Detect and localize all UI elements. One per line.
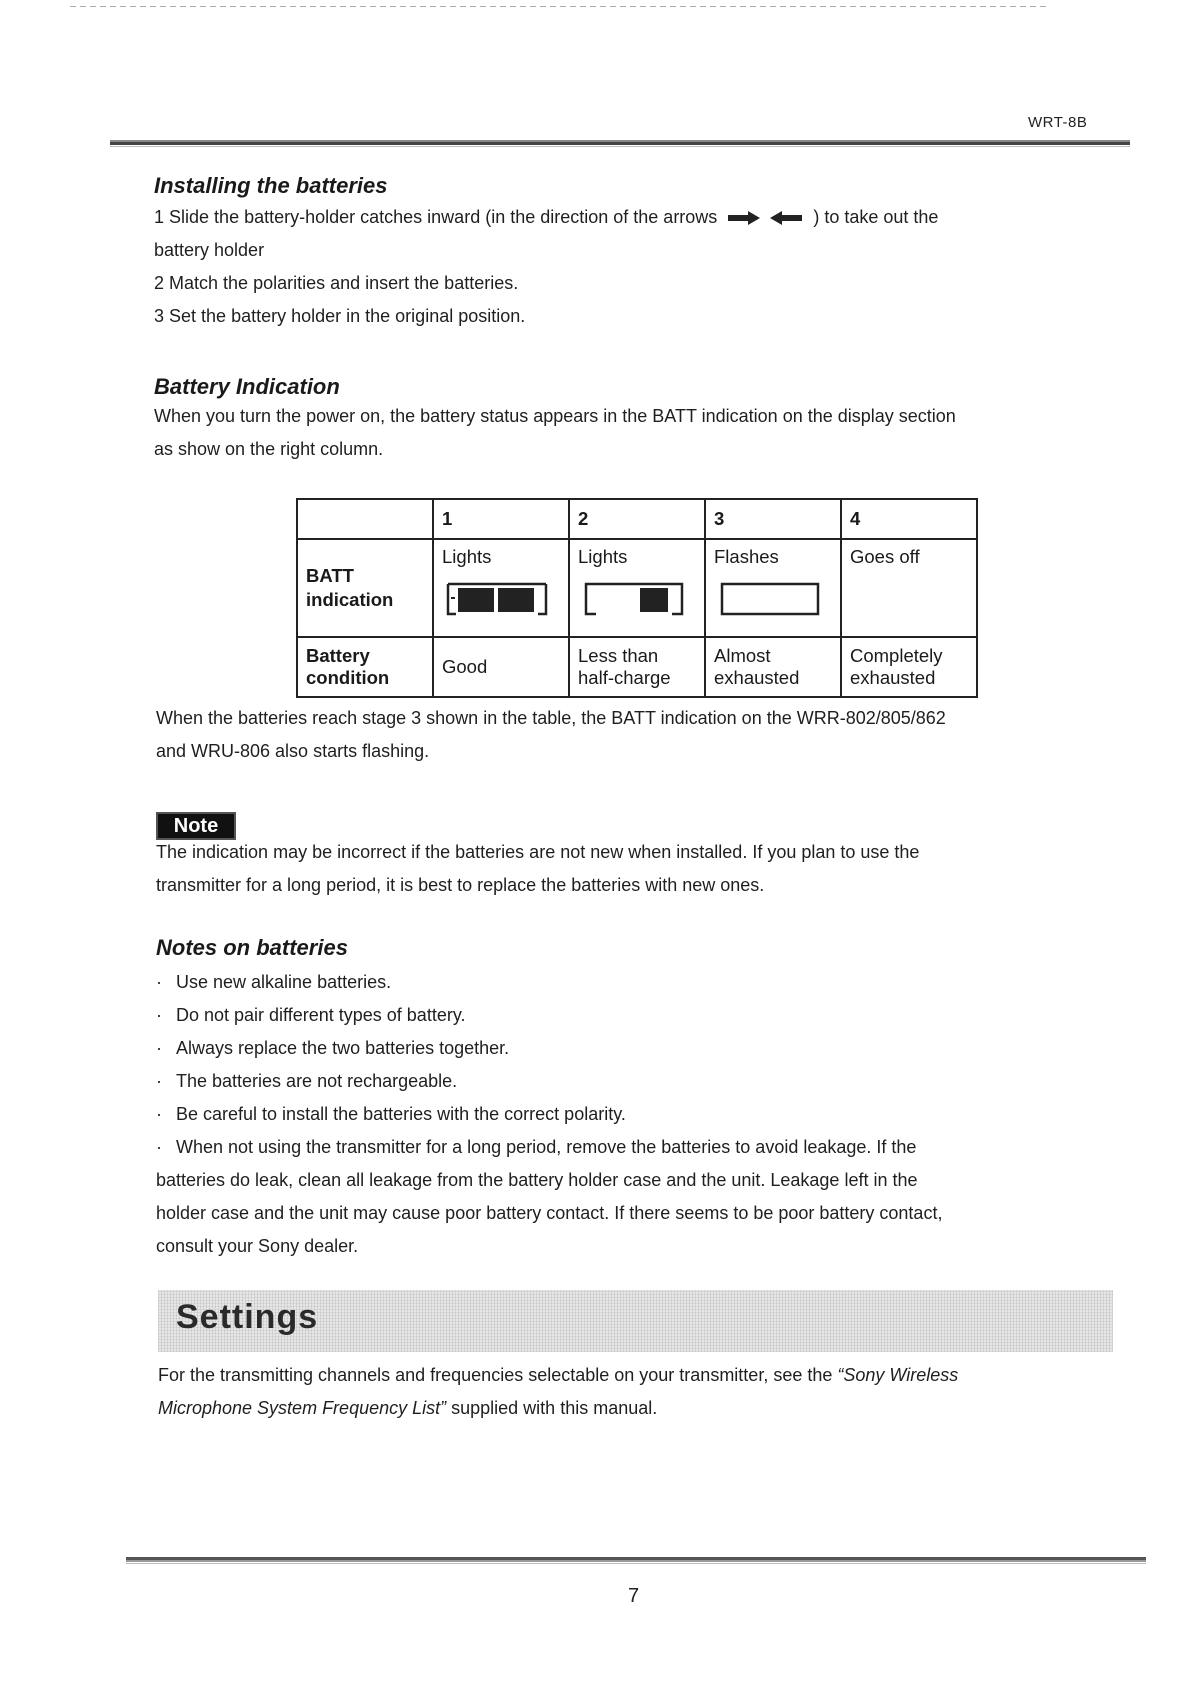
cell-value: Goes off [850,546,920,567]
battery-indication-heading: Battery Indication [154,374,340,399]
bullet-icon: · [156,1071,162,1091]
list-item-text: The batteries are not rechargeable. [176,1071,458,1091]
table-cell [569,637,705,697]
list-item [156,1065,457,1098]
settings-text-1 [158,1359,1118,1392]
indication-text-2: as show on the right column. [154,439,384,459]
install-step-2 [154,267,518,300]
battery-half-icon [578,578,688,618]
table-cell [705,637,841,697]
note-text-1: The indication may be incorrect if the batteries are not new when installed. If you plan to use the [156,842,920,862]
settings-text: For the transmitting channels and frequencies selectable on your transmitter, see the [158,1365,838,1385]
table-cell [841,637,977,697]
list-item-cont: batteries do leak, clean all leakage from the battery holder case and the unit. Leakage left in the [156,1170,918,1190]
step-text: Set the battery holder in the original position. [169,306,526,326]
step-number: 3 [154,306,165,326]
cell-value: Good [442,656,488,677]
battery-full-icon [442,578,552,618]
after-table-text-2: and WRU-806 also starts flashing. [156,741,430,761]
table-header-cell: 1 [433,499,569,539]
cell-value: Less than [578,645,659,666]
table-cell [433,539,569,637]
row-label-line: BATT [306,565,354,586]
note-text-2: transmitter for a long period, it is best to replace the batteries with new ones. [156,875,765,895]
settings-text-2 [158,1392,657,1425]
table-cell [705,539,841,637]
table-cell [841,539,977,637]
battery-table [296,498,978,698]
table-corner-cell [297,499,433,539]
step-number: 2 [154,273,165,293]
settings-text: supplied with this manual. [446,1398,658,1418]
settings-text-italic: “Sony Wireless [837,1365,959,1385]
list-item [156,1131,1116,1164]
list-item [156,1032,509,1065]
list-item-text: Use new alkaline batteries. [176,972,392,992]
install-step-3 [154,300,525,333]
table-header-cell: 3 [705,499,841,539]
footer-rule-thin [126,1563,1146,1564]
list-item-text: When not using the transmitter for a long period, remove the batteries to avoid leakage. If the [176,1137,917,1157]
cell-value: Flashes [714,546,779,567]
installing-heading: Installing the batteries [154,173,388,198]
table-header-cell: 2 [569,499,705,539]
table-row [297,539,977,637]
cell-value: exhausted [850,667,936,688]
bullet-icon: · [156,1137,162,1157]
cell-value: Completely [850,645,943,666]
step-number: 1 [154,207,165,227]
settings-title: Settings [176,1298,319,1336]
page-number: 7 [628,1585,640,1607]
bullet-icon: · [156,1104,162,1124]
step-text-end: ) to take out the [813,207,939,227]
list-item [156,966,391,999]
notes-on-batteries-heading: Notes on batteries [156,935,348,960]
battery-empty-icon [714,578,824,618]
install-step-1 [154,201,1114,234]
step-text: Slide the battery-holder catches inward (in the direction of the arrows [169,207,718,227]
bullet-icon: · [156,1038,162,1058]
step-text: Match the polarities and insert the batteries. [169,273,519,293]
bullet-icon: · [156,972,162,992]
model-number: WRT-8B [1028,114,1088,131]
row-label [297,637,433,697]
table-cell [569,539,705,637]
row-label-line: indication [306,589,394,610]
list-item-cont: consult your Sony dealer. [156,1236,359,1256]
list-item [156,1098,626,1131]
inward-arrows-icon [726,209,804,227]
row-label [297,539,433,637]
row-label-line: Battery [306,645,370,666]
list-item-cont: holder case and the unit may cause poor battery contact. If there seems to be poor battery contact, [156,1203,943,1223]
settings-text-italic: Microphone System Frequency List” [158,1398,447,1418]
install-step-1-cont: battery holder [154,240,265,260]
bullet-icon: · [156,1005,162,1025]
cell-value: exhausted [714,667,800,688]
header-rule [110,140,1130,145]
list-item-text: Always replace the two batteries together. [176,1038,510,1058]
after-table-text-1: When the batteries reach stage 3 shown in the table, the BATT indication on the WRR-802/805/862 [156,708,946,728]
cell-value: half-charge [578,667,671,688]
footer-rule [126,1557,1146,1562]
indication-text-1: When you turn the power on, the battery status appears in the BATT indication on the display section [154,406,956,426]
scan-artifact-line [70,6,1050,7]
header-rule-thin [110,146,1130,147]
cell-value: Lights [578,546,628,567]
table-row [297,637,977,697]
list-item-text: Do not pair different types of battery. [176,1005,466,1025]
note-badge: Note [156,812,236,840]
table-header-cell: 4 [841,499,977,539]
list-item-text: Be careful to install the batteries with the correct polarity. [176,1104,626,1124]
cell-value: Lights [442,546,492,567]
table-header-row [297,499,977,539]
cell-value: Almost [714,645,771,666]
row-label-line: condition [306,667,390,688]
table-cell [433,637,569,697]
list-item [156,999,466,1032]
